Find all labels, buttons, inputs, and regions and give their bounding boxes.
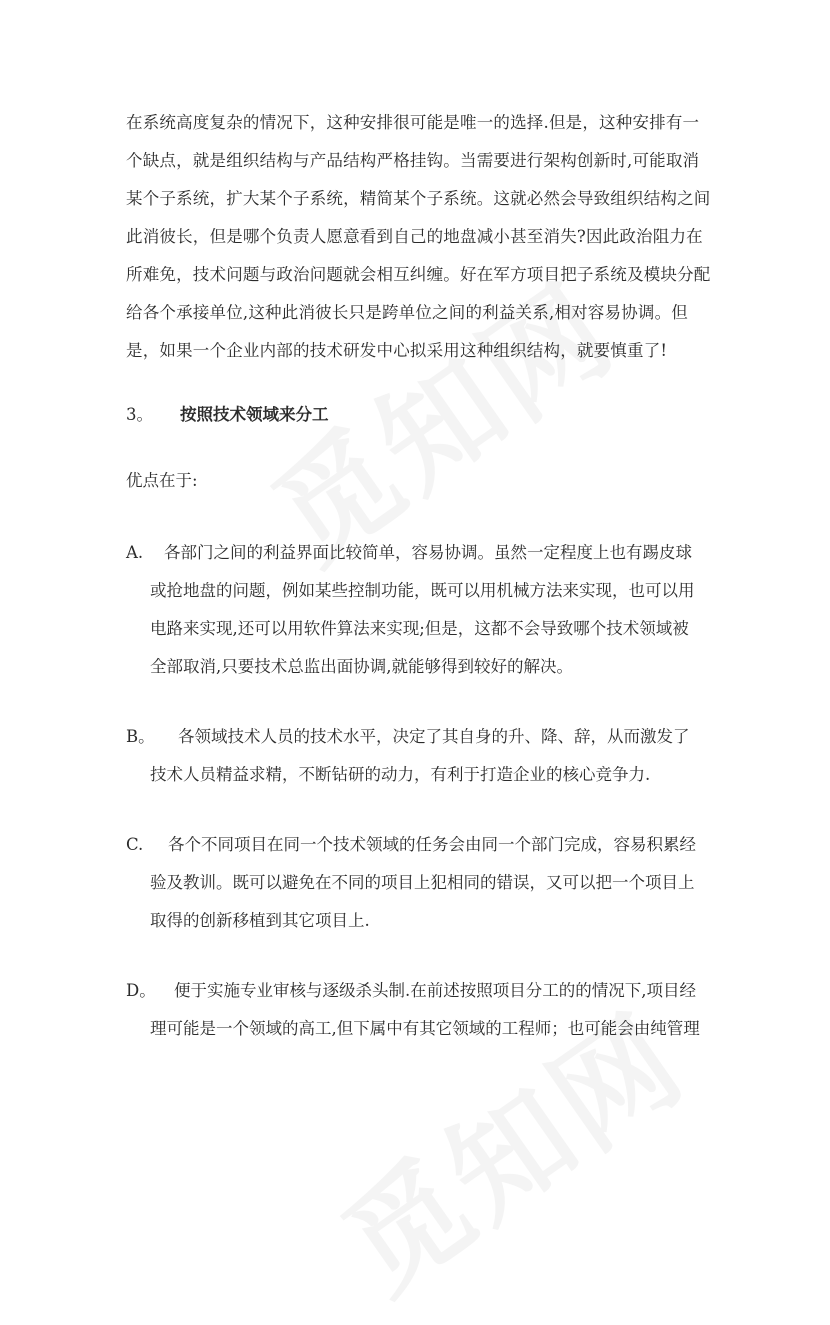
item-marker: D。	[126, 981, 156, 1000]
paragraph-line: 此消彼长，但是哪个负责人愿意看到自己的地盘减小甚至消失?因此政治阻力在	[126, 227, 703, 246]
paragraph-line: 是，如果一个企业内部的技术研发中心拟采用这种组织结构，就要慎重了!	[126, 341, 668, 360]
item-marker: C.	[126, 835, 144, 854]
section-heading	[126, 396, 716, 434]
item-line: 便于实施专业审核与逐级杀头制.在前述按照项目分工的的情况下,项目经	[174, 981, 696, 1000]
item-line: 各部门之间的利益界面比较简单，容易协调。虽然一定程度上也有踢皮球	[164, 543, 692, 562]
list-item-a	[126, 534, 716, 686]
item-line: 全部取消,只要技术总监出面协调,就能够得到较好的解决。	[150, 657, 573, 676]
advantages-label: 优点在于:	[126, 471, 198, 490]
list-item-d	[126, 972, 716, 1048]
item-line: 或抢地盘的问题，例如某些控制功能，既可以用机械方法来实现，也可以用	[150, 581, 695, 600]
section-number: 3。	[126, 405, 153, 424]
list-item-c	[126, 826, 716, 940]
intro-paragraph	[126, 104, 716, 370]
paragraph-line: 所难免，技术问题与政治问题就会相互纠缠。好在军方项目把子系统及模块分配	[126, 265, 711, 284]
item-line: 各个不同项目在同一个技术领域的任务会由同一个部门完成，容易积累经	[168, 835, 696, 854]
item-line: 电路来实现,还可以用软件算法来实现;但是，这都不会导致哪个技术领域被	[150, 619, 689, 638]
section-title: 按照技术领域来分工	[180, 405, 329, 424]
item-line: 各领域技术人员的技术水平，决定了其自身的升、降、辞，从而激发了	[178, 727, 690, 746]
item-line: 技术人员精益求精，不断钻研的动力，有利于打造企业的核心竞争力.	[150, 765, 651, 784]
item-marker: B。	[126, 727, 155, 746]
item-marker: A.	[126, 543, 144, 562]
paragraph-line: 个缺点，就是组织结构与产品结构严格挂钩。当需要进行架构创新时,可能取消	[126, 151, 700, 170]
item-line: 验及教训。既可以避免在不同的项目上犯相同的错误，又可以把一个项目上	[150, 873, 695, 892]
paragraph-line: 在系统高度复杂的情况下，这种安排很可能是唯一的选择.但是，这种安排有一	[126, 113, 700, 132]
list-item-b	[126, 718, 716, 794]
item-line: 理可能是一个领域的高工,但下属中有其它领域的工程师；也可能会由纯管理	[150, 1019, 700, 1038]
document-body	[126, 104, 716, 1048]
paragraph-line: 某个子系统，扩大某个子系统，精简某个子系统。这就必然会导致组织结构之间	[126, 189, 711, 208]
paragraph-line: 给各个承接单位,这种此消彼长只是跨单位之间的利益关系,相对容易协调。但	[126, 303, 688, 322]
item-line: 取得的创新移植到其它项目上.	[150, 911, 370, 930]
